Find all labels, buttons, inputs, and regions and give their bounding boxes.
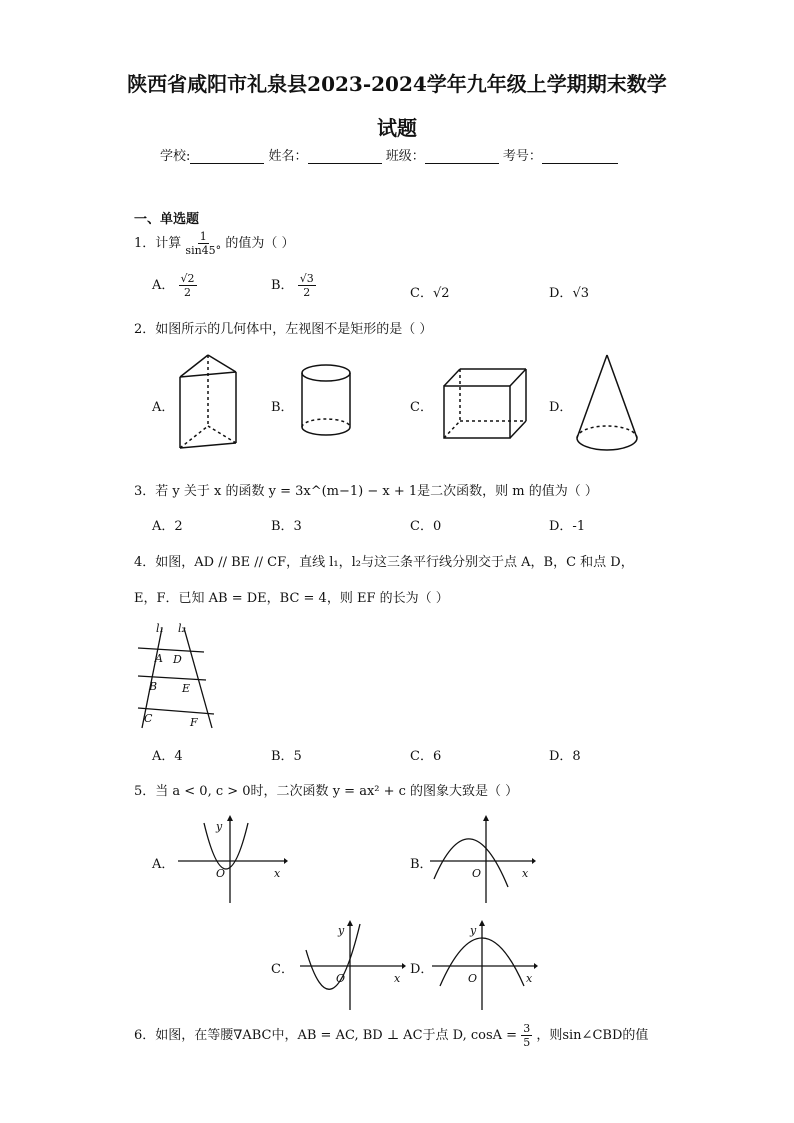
option-text: √3 — [572, 286, 589, 301]
label-l1: l₁ — [156, 622, 164, 635]
q6-prefix: 6．如图，在等腰∇ABC中，AB = AC, BD ⊥ AC于点 D, cosA = — [134, 1028, 518, 1043]
q5-option-b-label[interactable]: B． — [410, 857, 433, 872]
name-label: 姓名： — [268, 149, 308, 164]
parallel-lines-figure — [134, 620, 224, 732]
frac-num: √3 — [299, 272, 314, 285]
parabola-graph-d — [430, 920, 542, 1012]
origin-label: O — [468, 972, 478, 985]
question-1 — [134, 230, 294, 257]
q5-option-c-label[interactable]: C． — [271, 962, 294, 977]
id-field[interactable] — [542, 149, 618, 164]
q3-option-a[interactable]: A．2 — [152, 519, 183, 534]
question-2: 2．如图所示的几何体中，左视图不是矩形的是（ ） — [134, 322, 433, 337]
page-title: 陕西省咸阳市礼泉县2023-2024学年九年级上学期期末数学 — [127, 72, 667, 96]
q4-option-c[interactable]: C．6 — [410, 749, 442, 764]
id-label: 考号： — [502, 149, 542, 164]
option-letter: D． — [549, 286, 573, 301]
option-text: √2 — [432, 286, 450, 301]
q1-option-b-fraction — [298, 272, 316, 299]
origin-label: O — [216, 867, 226, 880]
parabola-graph-a — [176, 815, 288, 905]
origin-label: O — [336, 972, 346, 985]
q1-prefix: 1．计算 — [134, 236, 182, 251]
q6-frac-num: 3 — [523, 1022, 531, 1035]
triangular-prism-figure — [172, 352, 244, 452]
school-field[interactable] — [190, 149, 264, 164]
class-label: 班级： — [385, 149, 425, 164]
parabola-graph-b — [428, 815, 540, 905]
x-axis-label: x — [522, 867, 529, 880]
question-3: 3．若 y 关于 x 的函数 y = 3x^(m−1) − x + 1是二次函数，则 m 的值为（ ） — [134, 484, 598, 499]
x-axis-label: x — [394, 972, 401, 985]
cylinder-figure — [298, 362, 354, 440]
q1-frac-den: sin45° — [185, 244, 222, 257]
q4-option-a[interactable]: A．4 — [152, 749, 183, 764]
q2-option-a-label[interactable]: A． — [152, 400, 175, 415]
q4-option-d[interactable]: D．8 — [549, 749, 581, 764]
y-axis-label: y — [216, 820, 223, 833]
page-title-line2: 试题 — [377, 116, 417, 140]
question-4-line1: 4．如图，AD // BE // CF，直线 l₁，l₂与这三条平行线分别交于点 A，B，C 和点 D， — [134, 555, 634, 570]
q4-option-b[interactable]: B．5 — [271, 749, 302, 764]
label-F: F — [190, 716, 198, 729]
x-axis-label: x — [526, 972, 533, 985]
frac-den: 2 — [303, 286, 311, 299]
option-letter: B． — [271, 278, 294, 293]
option-letter: C． — [410, 286, 433, 301]
question-6 — [134, 1022, 648, 1049]
question-4-line2: E，F．已知 AB = DE，BC = 4，则 EF 的长为（ ） — [134, 591, 449, 606]
student-info-line — [160, 145, 618, 164]
q1-option-a-fraction — [179, 272, 197, 299]
option-letter: A． — [152, 278, 175, 293]
q3-option-d[interactable]: D．-1 — [549, 519, 586, 534]
q6-fraction — [521, 1022, 532, 1049]
name-field[interactable] — [308, 149, 382, 164]
label-C: C — [144, 712, 153, 725]
q1-fraction — [185, 230, 221, 257]
school-label: 学校: — [160, 149, 191, 164]
q5-option-a-label[interactable]: A． — [152, 857, 175, 872]
label-l2: l₂ — [178, 622, 186, 635]
frac-num: √2 — [180, 272, 195, 285]
origin-label: O — [472, 867, 482, 880]
q1-option-d[interactable] — [549, 282, 589, 301]
class-field[interactable] — [425, 149, 499, 164]
q6-frac-den: 5 — [523, 1036, 531, 1049]
q1-option-c[interactable] — [410, 282, 450, 301]
q2-option-b-label[interactable]: B． — [271, 400, 294, 415]
q2-option-c-label[interactable]: C． — [410, 400, 433, 415]
section-heading: 一、单选题 — [134, 212, 200, 227]
y-axis-label: y — [338, 924, 345, 937]
q1-suffix: 的值为（ ） — [225, 236, 295, 251]
q1-option-a[interactable] — [152, 272, 197, 299]
q2-option-d-label[interactable]: D． — [549, 400, 573, 415]
x-axis-label: x — [274, 867, 281, 880]
cuboid-figure — [440, 366, 530, 442]
q3-option-b[interactable]: B．3 — [271, 519, 302, 534]
q1-frac-num: 1 — [199, 230, 207, 243]
q3-option-c[interactable]: C．0 — [410, 519, 442, 534]
question-5: 5．当 a < 0, c > 0时，二次函数 y = ax² + c 的图象大致是（ ） — [134, 784, 519, 799]
cone-figure — [574, 352, 640, 454]
label-A: A — [155, 652, 163, 665]
y-axis-label: y — [470, 924, 477, 937]
parabola-graph-c — [298, 920, 410, 1012]
label-B: B — [149, 680, 158, 693]
frac-den: 2 — [184, 286, 192, 299]
q5-option-d-label[interactable]: D． — [410, 962, 434, 977]
label-D: D — [173, 653, 182, 666]
q6-suffix: ，则sin∠CBD的值 — [536, 1028, 649, 1043]
label-E: E — [182, 682, 191, 695]
q1-option-b[interactable] — [271, 272, 316, 299]
